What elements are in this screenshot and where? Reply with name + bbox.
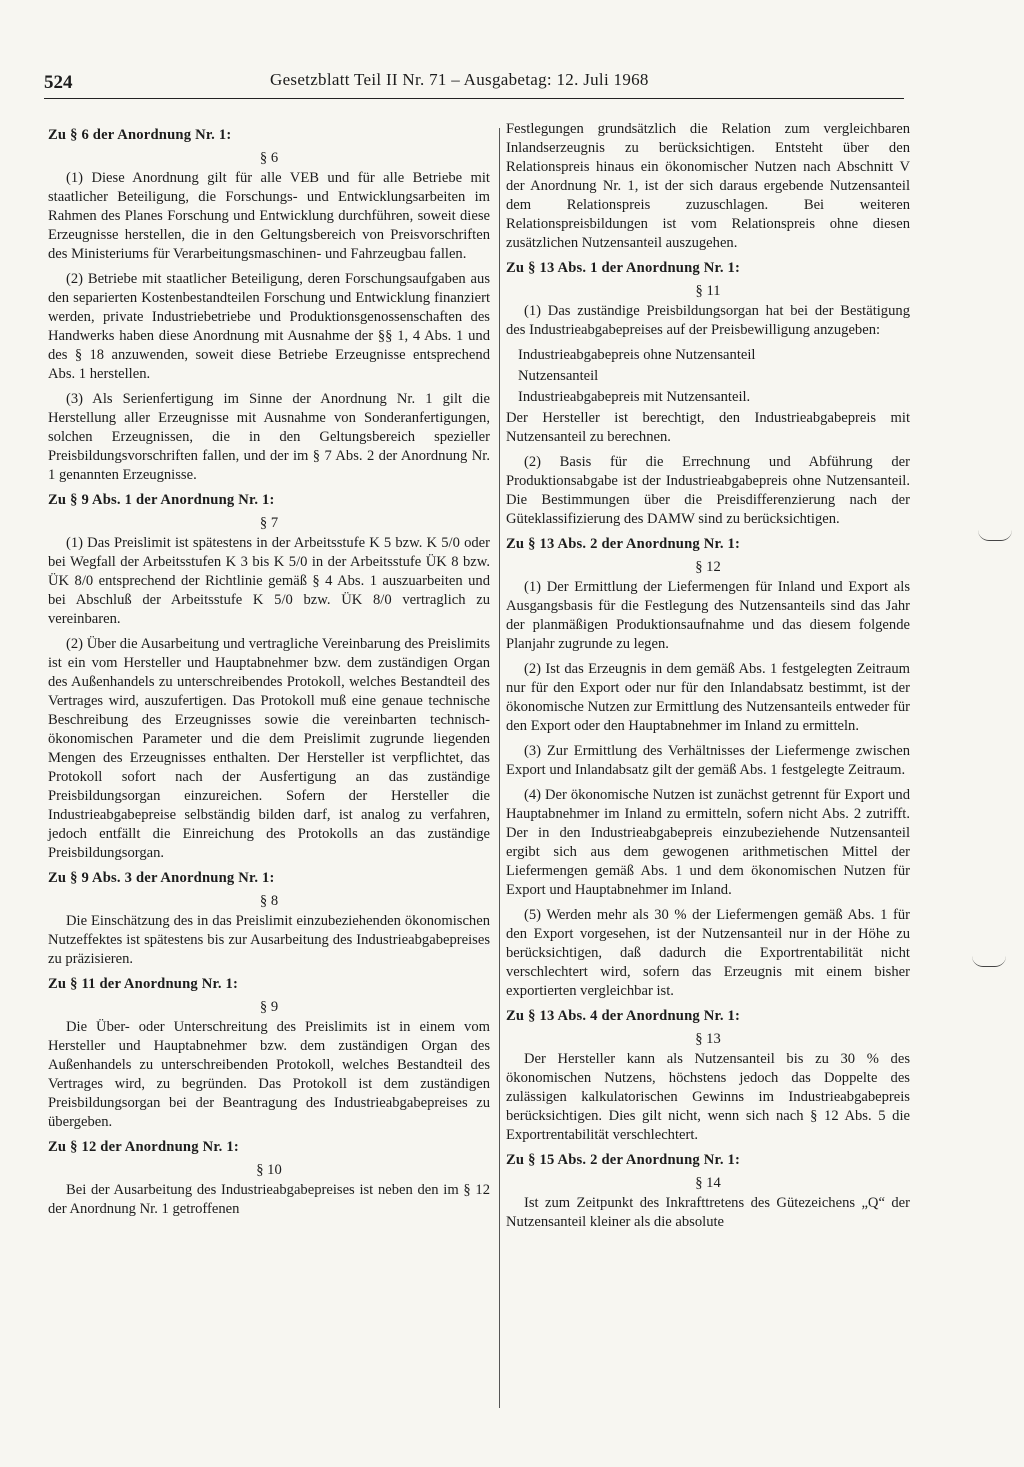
paragraph: (2) Betriebe mit staatlicher Beteiligung, deren Forschungsaufgaben aus den separierten Kostenbestandteilen Forschung und Entwicklung finanziert werden, private Industriebetriebe und Produktionsgenossenschaften des Handwerks haben diese Anordnung mit Ausnahme der §§ 1, 4 Abs. 1 und des § 18 anzuwenden, soweit diese Betriebe Erzeugnisse entsprechend Abs. 1 herstellen. xyxy=(48,271,490,382)
paragraph: (5) Werden mehr als 30 % der Liefermengen gemäß Abs. 1 für den Export vorgesehen, ist der Nutzensanteil nur in der Höhe zu berücksichtigen, daß dadurch die Exportrentabilität nicht verschlechtert wird, sofern das Erzeugnis mit einem bisher exportierten vergleichbar ist. xyxy=(506,907,910,999)
paragraph: (1) Das Preislimit ist spätestens in der Arbeitsstufe K 5 bzw. K 5/0 oder bei Wegfall der Arbeitsstufen K 3 bis K 5/0 in der Arbeitsstufe ÜK 8 bzw. ÜK 8/0 entsprechend der Richtlinie gemäß § 4 Abs. 1 auszuarbeiten und bei Abschluß der Arbeitsstufe K 5/0 bzw. ÜK 8/0 vertraglich zu vereinbaren. xyxy=(48,535,490,627)
paragraph: (1) Diese Anordnung gilt für alle VEB und für alle Betriebe mit staatlicher Beteiligung, die Forschungs- und Entwicklungsarbeiten im Rahmen des Planes Forschung und Entwicklung durchführen, soweit diese Erzeugnisse herstellen, die in den Geltungsbereich von Preisvorschriften des Ministeriums für Verarbeitungsmaschinen- und Fahrzeugbau fallen. xyxy=(48,170,490,262)
paragraph: Der Hersteller ist berechtigt, den Industrieabgabepreis mit Nutzensanteil zu berechnen. xyxy=(506,410,910,445)
list-item: Industrieabgabepreis mit Nutzensanteil. xyxy=(518,389,751,405)
column-divider xyxy=(499,128,500,1408)
page-number: 524 xyxy=(44,72,73,93)
section-heading: Zu § 6 der Anordnung Nr. 1: xyxy=(48,127,232,143)
paragraph-number: § 14 xyxy=(695,1175,721,1191)
left-column xyxy=(48,120,490,1225)
running-title: Gesetzblatt Teil II Nr. 71 – Ausgabetag: 12. Juli 1968 xyxy=(270,70,649,89)
paragraph: Festlegungen grundsätzlich die Relation zum vergleichbaren Inlandserzeugnis zu berücksichtigen. Entsteht über den Relationspreis hinaus ein ökonomischer Nutzen nach Abschnitt V der Anordnung Nr. 1, ist der sich daraus ergebende Nutzensanteil dem Relationspreis zuzuschlagen. Bei weiteren Relationspreisbildungen ist vom Relationspreis ohne diesen zusätzlichen Nutzensanteil auszugehen. xyxy=(506,121,910,251)
section-heading: Zu § 13 Abs. 1 der Anordnung Nr. 1: xyxy=(506,260,741,276)
section-heading: Zu § 15 Abs. 2 der Anordnung Nr. 1: xyxy=(506,1152,741,1168)
paragraph-number: § 7 xyxy=(259,515,279,531)
paragraph: (3) Als Serienfertigung im Sinne der Anordnung Nr. 1 gilt die Herstellung aller Erzeugnisse mit Ausnahme von Sonderanfertigungen, solchen Erzeugnissen, die in den Geltungsbereich spezieller Preisbildungsvorschriften fallen, und der im § 7 Abs. 2 der Anordnung Nr. 1 genannten Erzeugnisse. xyxy=(48,391,490,483)
paragraph-number: § 8 xyxy=(259,893,279,909)
paragraph: (1) Das zuständige Preisbildungsorgan hat bei der Bestätigung des Industrieabgabepreises auf der Preisbewilligung anzugeben: xyxy=(506,303,910,338)
pencil-mark xyxy=(978,530,1012,541)
paragraph: (3) Zur Ermittlung des Verhältnisses der Liefermenge zwischen Export und Inlandabsatz gilt der gemäß Abs. 1 festgelegte Zeitraum. xyxy=(506,743,910,778)
paragraph-number: § 6 xyxy=(259,150,279,166)
list-item: Nutzensanteil xyxy=(518,368,599,384)
paragraph: (1) Der Ermittlung der Liefermengen für Inland und Export als Ausgangsbasis für die Festlegung des Nutzensanteils sind das Jahr der planmäßigen Produktionsaufnahme und das diesem folgende Planjahr zugrunde zu legen. xyxy=(506,579,910,652)
paragraph: Die Über- oder Unterschreitung des Preislimits ist in einem vom Hersteller und Hauptabnehmer bzw. dem zuständigen Organ des Außenhandels zu unterschreibenden Protokoll, welches Bestandteil des Vertrages wird, zu begründen. Das Protokoll ist dem zuständigen Preisbildungsorgan bei der Beantragung des Industrieabgabepreises zu übergeben. xyxy=(48,1019,490,1130)
paragraph-number: § 11 xyxy=(695,283,721,299)
section-heading: Zu § 9 Abs. 3 der Anordnung Nr. 1: xyxy=(48,870,275,886)
page-header xyxy=(44,70,904,99)
paragraph-number: § 13 xyxy=(695,1031,721,1047)
paragraph-number: § 9 xyxy=(259,999,279,1015)
paragraph: Bei der Ausarbeitung des Industrieabgabepreises ist neben den im § 12 der Anordnung Nr. 1 getroffenen xyxy=(48,1182,490,1217)
paragraph-number: § 10 xyxy=(256,1162,282,1178)
section-heading: Zu § 9 Abs. 1 der Anordnung Nr. 1: xyxy=(48,492,275,508)
section-heading: Zu § 12 der Anordnung Nr. 1: xyxy=(48,1139,239,1155)
paragraph: Der Hersteller kann als Nutzensanteil bis zu 30 % des ökonomischen Nutzens, höchstens jedoch das Doppelte des zulässigen kalkulatorischen Gewinns im Industrieabgabepreis berücksichtigen. Dies gilt nicht, wenn sich nach § 12 Abs. 5 die Exportrentabilität verschlechtert. xyxy=(506,1051,910,1143)
pencil-mark xyxy=(972,956,1006,967)
paragraph: (4) Der ökonomische Nutzen ist zunächst getrennt für Export und Hauptabnehmer im Inland zu ermitteln, sofern nicht Abs. 2 zutrifft. Der in den Industrieabgabepreis einzubeziehende Nutzensanteil ergibt sich aus dem gewogenen arithmetischen Mittel der Liefermengen gemäß Abs. 1 und dem ökonomischen Nutzen für Export und Hauptabnehmer im Inland. xyxy=(506,787,910,898)
section-heading: Zu § 13 Abs. 4 der Anordnung Nr. 1: xyxy=(506,1008,741,1024)
list-item: Industrieabgabepreis ohne Nutzensanteil xyxy=(518,347,756,363)
section-heading: Zu § 13 Abs. 2 der Anordnung Nr. 1: xyxy=(506,536,741,552)
paragraph: Ist zum Zeitpunkt des Inkrafttretens des Gütezeichens „Q“ der Nutzensanteil kleiner als die absolute xyxy=(506,1195,910,1230)
paragraph: (2) Über die Ausarbeitung und vertragliche Vereinbarung des Preislimits ist ein vom Hersteller und Hauptabnehmer bzw. dem zuständigen Organ des Außenhandels zu unterschreibendes Protokoll, welches Bestandteil des Vertrages wird, auszufertigen. Das Protokoll muß eine genaue technische Beschreibung des Erzeugnisses sowie die vereinbarten technisch-ökonomischen Parameter und die dem Preislimit zugrunde liegenden Mengen des Erzeugnisses enthalten. Der Hersteller ist verpflichtet, das Protokoll sofort nach der Ausfertigung an das zuständige Preisbildungsorgan einzureichen. Sofern der Hersteller die Industrieabgabepreise selbständig bilden darf, ist analog zu verfahren, jedoch entfällt die Einreichung des Protokolls an das zuständige Preisbildungsorgan. xyxy=(48,636,490,861)
paragraph: (2) Basis für die Errechnung und Abführung der Produktionsabgabe ist der Industrieabgabepreis ohne Nutzensanteil. Die Bestimmungen über die Preisdifferenzierung nach der Güteklassifizierung des DAMW sind zu berücksichtigen. xyxy=(506,454,910,527)
paragraph: Die Einschätzung des in das Preislimit einzubeziehenden ökonomischen Nutzeffektes ist spätestens bis zur Ausarbeitung des Industrieabgabepreises zu präzisieren. xyxy=(48,913,490,967)
right-column xyxy=(506,120,910,1238)
section-heading: Zu § 11 der Anordnung Nr. 1: xyxy=(48,976,239,992)
paragraph: (2) Ist das Erzeugnis in dem gemäß Abs. 1 festgelegten Zeitraum nur für den Export oder nur für den Inlandabsatz bestimmt, ist der ökonomische Nutzen zur Ermittlung des Nutzensanteils entweder für den Export oder den Hauptabnehmer im Inland zu ermitteln. xyxy=(506,661,910,734)
paragraph-number: § 12 xyxy=(695,559,721,575)
